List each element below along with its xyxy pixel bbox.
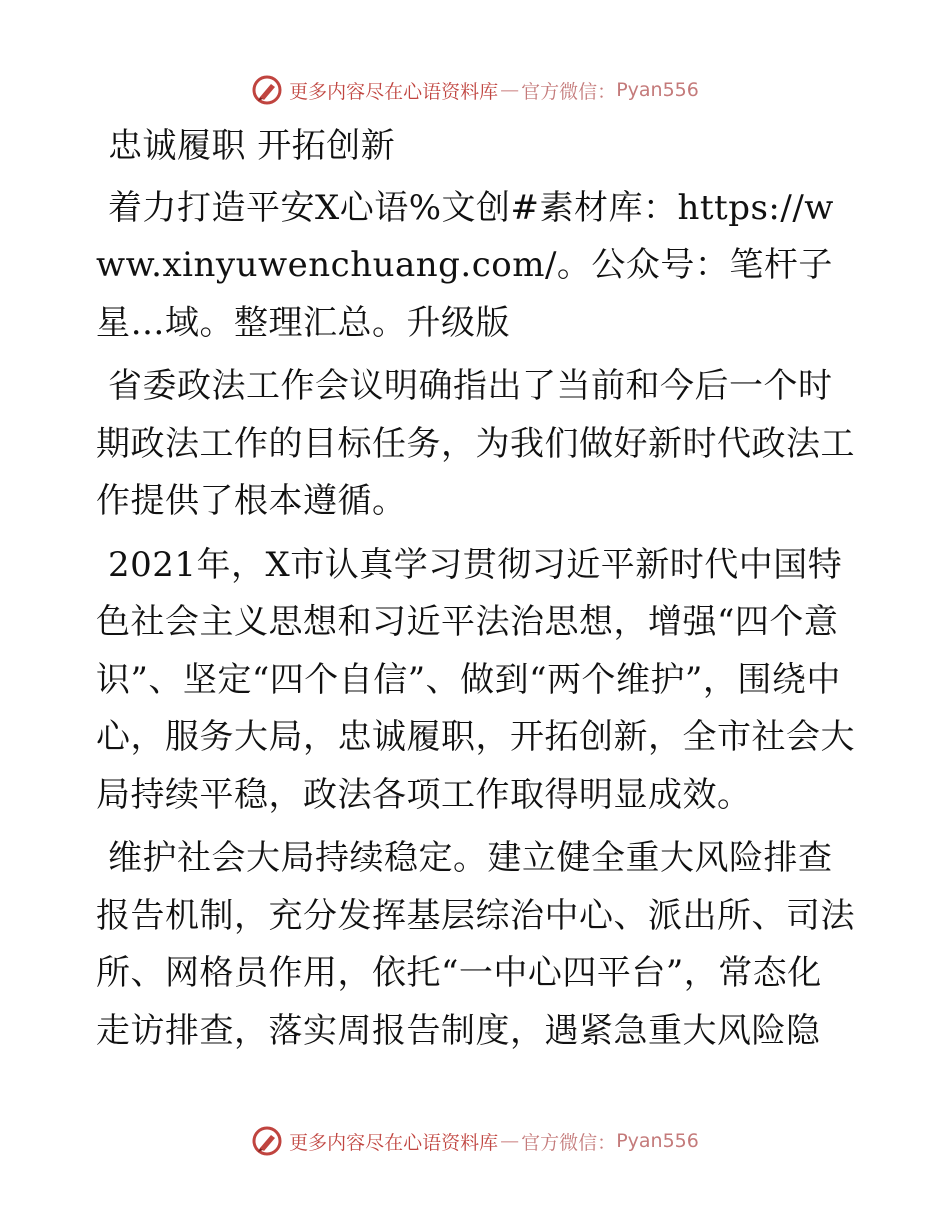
banner-separator: — (500, 1130, 520, 1152)
paragraph-stability: 维护社会大局持续稳定。建立健全重大风险排查报告机制，充分发挥基层综治中心、派出所、司法所、网格员作用，依托“一中心四平台”，常态化走访排查，落实周报告制度，遇紧急重大风险隐 (96, 838, 855, 1051)
banner-main-text: 更多内容尽在心语资料库 (289, 80, 499, 103)
paragraph-source: 着力打造平安X心语%文创#素材库：https://www.xinyuwenchuang.com/。公众号：笔杆子星…域。整理汇总。升级版 (96, 187, 834, 343)
banner-wechat-label: 官方微信： (521, 80, 617, 103)
pen-logo-icon (251, 1125, 283, 1157)
document-title: 忠诚履职 开拓创新 (108, 126, 396, 166)
banner-wechat-id: Pyan556 (616, 79, 699, 101)
banner-wechat-id: Pyan556 (616, 1130, 699, 1152)
banner-main-text: 更多内容尽在心语资料库 (289, 1131, 499, 1154)
banner-wechat-label: 官方微信： (521, 1131, 617, 1154)
footer-banner (0, 1121, 950, 1161)
header-banner (0, 70, 950, 110)
paragraph-intro: 省委政法工作会议明确指出了当前和今后一个时期政法工作的目标任务，为我们做好新时代政法工作提供了根本遵循。 (96, 366, 855, 521)
pen-logo-icon (251, 74, 283, 106)
paragraph-summary: 2021年，X市认真学习贯彻习近平新时代中国特色社会主义思想和习近平法治思想，增强“四个意识”、坚定“四个自信”、做到“两个维护”，围绕中心，服务大局，忠诚履职，开拓创新，全市社会大局持续平稳，政法各项工作取得明显成效。 (96, 544, 855, 815)
banner-separator: — (500, 79, 520, 101)
document-body (96, 118, 856, 1066)
